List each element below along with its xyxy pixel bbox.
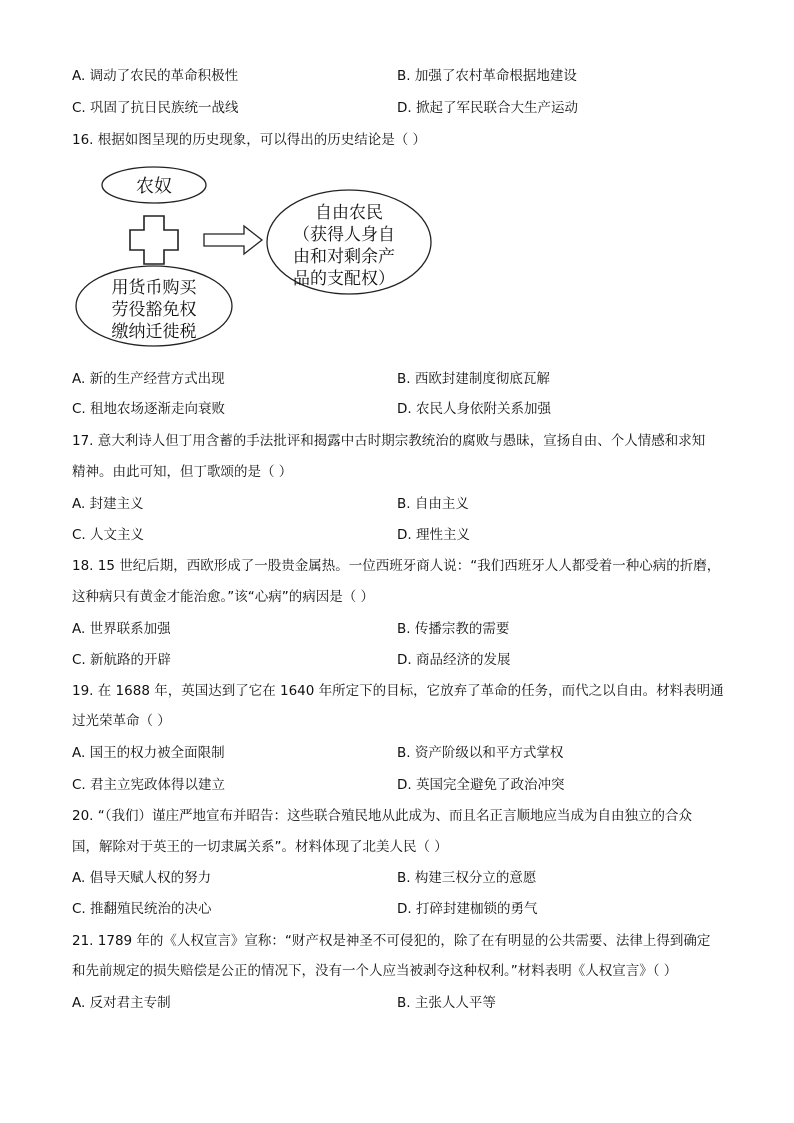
q15-option-d: D. 掀起了军民联合大生产运动 bbox=[397, 100, 578, 116]
q20-option-d: D. 打碎封建枷锁的勇气 bbox=[397, 901, 538, 917]
q17-option-c: C. 人文主义 bbox=[72, 527, 145, 543]
q15-option-a: A. 调动了农民的革命积极性 bbox=[72, 68, 239, 84]
q17-option-d: D. 理性主义 bbox=[397, 527, 470, 543]
diagram-label-cond-1: 用货币购买 bbox=[111, 278, 197, 298]
q18-option-b: B. 传播宗教的需要 bbox=[397, 621, 510, 637]
q19-option-a: A. 国王的权力被全面限制 bbox=[72, 745, 225, 761]
q20-option-b: B. 构建三权分立的意愿 bbox=[397, 870, 537, 886]
q21-option-b: B. 主张人人平等 bbox=[397, 995, 496, 1011]
q21-stem-line-1: 21. 1789 年的《人权宣言》宣称：“财产权是神圣不可侵犯的，除了在有明显的公共需要、法律上得到确定 bbox=[72, 933, 711, 949]
q16-stem: 16. 根据如图呈现的历史现象，可以得出的历史结论是（ ） bbox=[72, 132, 427, 148]
q19-option-d: D. 英国完全避免了政治冲突 bbox=[397, 777, 565, 793]
diagram-label-serf: 农奴 bbox=[136, 176, 172, 197]
q19-option-c: C. 君主立宪政体得以建立 bbox=[72, 777, 226, 793]
q17-option-b: B. 自由主义 bbox=[397, 496, 469, 512]
diagram-label-result-1: 自由农民 bbox=[315, 203, 383, 223]
q20-option-a: A. 倡导天赋人权的努力 bbox=[72, 870, 212, 886]
q16-option-d: D. 农民人身依附关系加强 bbox=[397, 401, 551, 417]
q20-option-c: C. 推翻殖民统治的决心 bbox=[72, 901, 212, 917]
q18-option-a: A. 世界联系加强 bbox=[72, 621, 171, 637]
diagram-label-cond-2: 劳役豁免权 bbox=[111, 300, 197, 320]
diagram-label-result-3: 由和对剩余产 bbox=[293, 247, 395, 267]
q18-stem-line-2: 这种病只有黄金才能治愈。”该“心病”的病因是（ ） bbox=[72, 589, 375, 605]
q19-stem-line-1: 19. 在 1688 年，英国达到了它在 1640 年所定下的目标，它放弃了革命的任务，而代之以自由。材料表明通 bbox=[72, 683, 724, 699]
q16-option-b: B. 西欧封建制度彻底瓦解 bbox=[397, 371, 550, 387]
q15-option-b: B. 加强了农村革命根据地建设 bbox=[397, 68, 577, 84]
q17-option-a: A. 封建主义 bbox=[72, 496, 144, 512]
q17-stem-line-2: 精神。由此可知，但丁歌颂的是（ ） bbox=[72, 464, 293, 480]
diagram-label-cond-3: 缴纳迁徙税 bbox=[111, 322, 197, 342]
q16-option-c: C. 租地农场逐渐走向衰败 bbox=[72, 401, 226, 417]
q16-diagram bbox=[72, 160, 452, 360]
q20-stem-line-1: 20. “（我们）谨庄严地宣布并昭告：这些联合殖民地从此成为、而且名正言顺地应当成为自由独立的合众 bbox=[72, 808, 693, 824]
q15-option-c: C. 巩固了抗日民族统一战线 bbox=[72, 100, 239, 116]
q17-stem-line-1: 17. 意大利诗人但丁用含蓄的手法批评和揭露中古时期宗教统治的腐败与愚昧，宣扬自由、个人情感和求知 bbox=[72, 433, 706, 449]
diagram-plus-icon bbox=[130, 216, 178, 264]
diagram-label-result-4: 品的支配权） bbox=[293, 269, 395, 289]
q20-stem-line-2: 国，解除对于英王的一切隶属关系”。材料体现了北美人民（ ） bbox=[72, 839, 448, 855]
q21-stem-line-2: 和先前规定的损失赔偿是公正的情况下，没有一个人应当被剥夺这种权利。”材料表明《人权宣言》（ ） bbox=[72, 963, 678, 979]
q19-option-b: B. 资产阶级以和平方式掌权 bbox=[397, 745, 564, 761]
q18-option-d: D. 商品经济的发展 bbox=[397, 652, 511, 668]
q21-option-a: A. 反对君主专制 bbox=[72, 995, 171, 1011]
q18-stem-line-1: 18. 15 世纪后期，西欧形成了一股贵金属热。一位西班牙商人说：“我们西班牙人人都受着一种心病的折磨， bbox=[72, 558, 721, 574]
q16-option-a: A. 新的生产经营方式出现 bbox=[72, 371, 225, 387]
diagram-label-result-2: （获得人身自 bbox=[293, 225, 395, 245]
diagram-arrow-icon bbox=[204, 226, 262, 254]
q18-option-c: C. 新航路的开辟 bbox=[72, 652, 172, 668]
q19-stem-line-2: 过光荣革命（ ） bbox=[72, 713, 171, 729]
